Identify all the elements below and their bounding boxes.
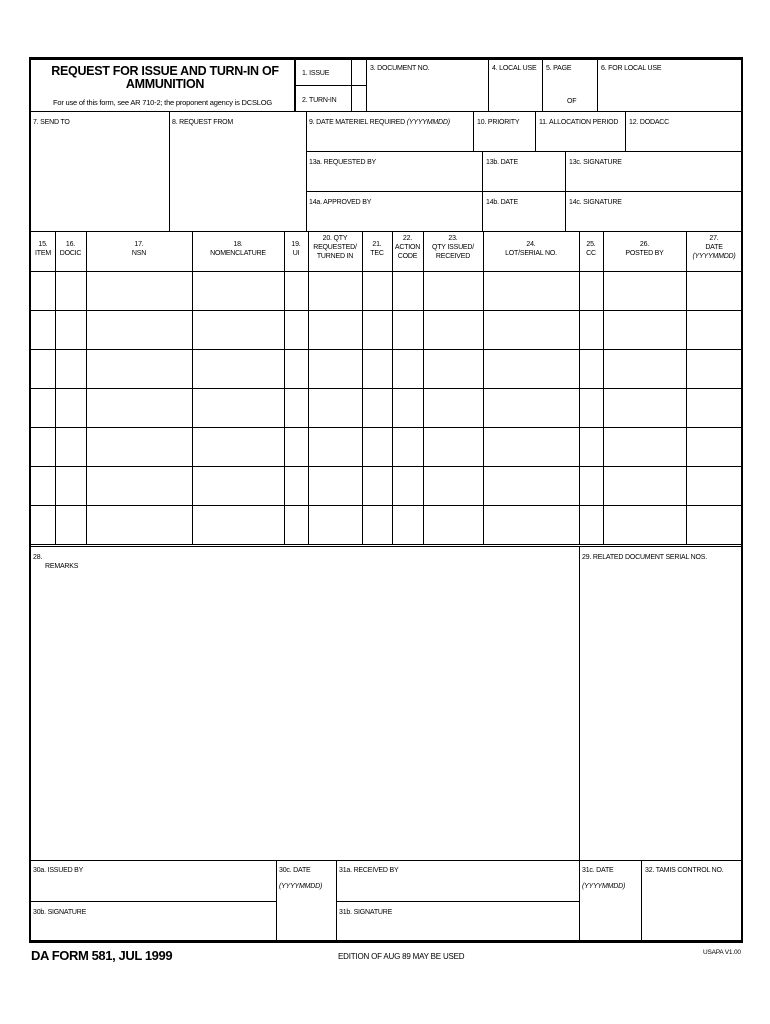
appr-date-label: 14b. DATE [486,199,518,206]
table-cell[interactable] [426,283,480,299]
table-cell[interactable] [426,322,480,338]
table-cell[interactable] [365,439,389,455]
hdr-docic [55,240,86,258]
hdr-docic-num: 16. [65,241,76,248]
table-column-rule [423,231,424,544]
sig30b-label: 30b. SIGNATURE [33,909,87,916]
issued-by-label: 30a. ISSUED BY [33,867,84,874]
table-cell[interactable] [486,439,576,455]
version-note: USAPA V1.00 [703,949,741,956]
priority-label: 10. PRIORITY [477,119,520,126]
table-cell[interactable] [426,478,480,494]
table-cell[interactable] [486,322,576,338]
remarks-num: 28. [33,554,43,561]
table-cell[interactable] [689,283,740,299]
hdr-qty-l3: TURNED IN [316,253,354,260]
table-cell[interactable] [287,439,305,455]
table-cell[interactable] [287,400,305,416]
received-date-label: 31c. DATE [582,867,614,874]
table-cell[interactable] [58,322,83,338]
table-cell[interactable] [89,439,189,455]
hdr-lot-text: LOT/SERIAL NO. [505,250,557,257]
table-cell[interactable] [32,283,52,299]
issue-check[interactable] [352,59,367,86]
table-cell[interactable] [606,439,683,455]
table-cell[interactable] [395,439,420,455]
table-column-rule [86,231,87,544]
table-cell[interactable] [689,478,740,494]
hdr-nomen [192,240,284,258]
turnin-label: 2. TURN-IN [302,97,337,104]
hdr-ui-text: UI [292,250,300,257]
table-rule [29,505,743,506]
table-cell[interactable] [287,361,305,377]
table-cell[interactable] [311,478,359,494]
received-by-label: 31a. RECEIVED BY [339,867,399,874]
table-cell[interactable] [395,478,420,494]
table-cell[interactable] [89,283,189,299]
hdr-qtyis-l2: RECEIVED [435,253,471,260]
hdr-posted [603,240,686,258]
issued-date-label: 30c. DATE [279,867,311,874]
hdr-action-l2: CODE [397,253,418,260]
hdr-nsn-text: NSN [131,250,147,257]
req-sig-label: 13c. SIGNATURE [569,159,622,166]
table-cell[interactable] [287,517,305,533]
date-materiel-format: (YYYYMMDD) [406,119,450,126]
table-cell[interactable] [606,283,683,299]
hdr-qty-l2: REQUESTED/ [313,244,357,251]
hdr-nsn [86,240,192,258]
table-cell[interactable] [58,517,83,533]
table-cell[interactable] [486,517,576,533]
hdr-item-text: ITEM [35,250,51,257]
table-cell[interactable] [426,439,480,455]
hdr-docic-text: DOCIC [59,250,82,257]
table-cell[interactable] [395,322,420,338]
table-cell[interactable] [606,517,683,533]
document-no-field[interactable] [370,80,485,104]
approved-by-label: 14a. APPROVED BY [309,199,372,206]
table-cell[interactable] [89,361,189,377]
table-cell[interactable] [486,400,576,416]
table-column-rule [686,231,687,544]
table-column-rule [308,231,309,544]
table-cell[interactable] [58,283,83,299]
table-cell[interactable] [89,322,189,338]
hdr-cc-num: 25. [586,241,596,248]
hdr-date-num: 27. [709,235,719,242]
table-cell[interactable] [32,439,52,455]
related-docs-label: 29. RELATED DOCUMENT SERIAL NOS. [582,554,707,561]
table-cell[interactable] [195,283,281,299]
issue-label: 1. ISSUE [302,70,330,77]
table-cell[interactable] [395,400,420,416]
issued-date-format: (YYYYMMDD) [279,883,323,890]
request-from-label: 8. REQUEST FROM [172,119,234,126]
page-label: 5. PAGE [546,65,572,72]
table-cell[interactable] [365,361,389,377]
table-cell[interactable] [582,439,600,455]
table-cell[interactable] [486,361,576,377]
table-cell[interactable] [287,478,305,494]
table-cell[interactable] [311,517,359,533]
appr-sig-label: 14c. SIGNATURE [569,199,622,206]
remarks-field[interactable] [45,575,575,855]
table-cell[interactable] [58,361,83,377]
hdr-tec-num: 21. [372,241,382,248]
table-cell[interactable] [89,400,189,416]
date-materiel-label [309,118,450,127]
table-cell[interactable] [32,361,52,377]
table-cell[interactable] [689,439,740,455]
table-cell[interactable] [311,439,359,455]
table-rule [29,388,743,389]
hdr-date-text: DATE [705,244,723,251]
hdr-qtyis-l1: QTY ISSUED/ [431,244,474,251]
edition-note: EDITION OF AUG 89 MAY BE USED [338,952,465,961]
table-cell[interactable] [486,478,576,494]
table-cell[interactable] [606,322,683,338]
table-cell[interactable] [426,517,480,533]
table-column-rule [603,231,604,544]
hdr-date-fmt: (YYYYMMDD) [692,253,736,260]
table-cell[interactable] [195,439,281,455]
hdr-qtyis-num: 23. [448,235,458,242]
table-cell[interactable] [486,283,576,299]
table-cell[interactable] [89,478,189,494]
hdr-ui-num: 19. [291,241,301,248]
hdr-nomen-num: 18. [233,241,243,248]
received-date-format: (YYYYMMDD) [582,883,626,890]
hdr-ui [284,240,308,258]
table-cell[interactable] [689,361,740,377]
table-cell[interactable] [311,400,359,416]
table-cell[interactable] [365,517,389,533]
table-rule [29,466,743,467]
allocation-label: 11. ALLOCATION PERIOD [539,119,619,126]
hdr-item [31,240,55,258]
table-cell[interactable] [195,322,281,338]
hdr-posted-num: 26. [639,241,650,248]
requested-by-label: 13a. REQUESTED BY [309,159,377,166]
hdr-tec [362,240,392,258]
table-cell[interactable] [582,478,600,494]
tamis-label: 32. TAMIS CONTROL NO. [645,867,724,874]
table-rule [29,349,743,350]
table-cell[interactable] [395,517,420,533]
remarks-label: REMARKS [45,563,79,570]
sig31b-label: 31b. SIGNATURE [339,909,393,916]
local-use-label: 4. LOCAL USE [492,65,537,72]
table-cell[interactable] [365,322,389,338]
table-column-rule [284,231,285,544]
table-cell[interactable] [58,478,83,494]
hdr-qty-issued [423,234,483,261]
table-cell[interactable] [311,283,359,299]
table-cell[interactable] [365,400,389,416]
table-cell[interactable] [606,478,683,494]
table-cell[interactable] [582,361,600,377]
table-cell[interactable] [32,517,52,533]
table-cell[interactable] [365,283,389,299]
table-cell[interactable] [32,400,52,416]
table-cell[interactable] [287,322,305,338]
table-cell[interactable] [426,361,480,377]
turnin-check[interactable] [352,85,367,112]
table-cell[interactable] [195,517,281,533]
table-column-rule [192,231,193,544]
page-of-label: OF [567,98,577,105]
table-column-rule [55,231,56,544]
table-cell[interactable] [287,283,305,299]
dodacc-label: 12. DODACC [629,119,670,126]
table-cell[interactable] [32,322,52,338]
hdr-action-num: 22. [402,235,413,242]
table-cell[interactable] [689,322,740,338]
hdr-nomen-text: NOMENCLATURE [210,250,266,257]
table-rule [29,310,743,311]
request-from-field[interactable] [172,130,302,226]
date-materiel-text: 9. DATE MATERIEL REQUIRED [309,119,405,126]
table-cell[interactable] [58,400,83,416]
req-date-label: 13b. DATE [486,159,518,166]
table-cell[interactable] [582,400,600,416]
table-cell[interactable] [606,361,683,377]
hdr-qty-num: 20. QTY [322,235,348,242]
table-cell[interactable] [426,400,480,416]
hdr-cc-text: CC [586,250,596,257]
hdr-nsn-num: 17. [134,241,144,248]
table-cell[interactable] [689,400,740,416]
table-cell[interactable] [195,361,281,377]
related-docs-field[interactable] [583,566,738,856]
table-column-rule [579,231,580,544]
table-cell[interactable] [32,478,52,494]
form-title-line2: AMMUNITION [125,77,205,91]
form-title-line1: REQUEST FOR ISSUE AND TURN-IN OF [51,64,279,78]
table-cell[interactable] [311,322,359,338]
table-rule [29,427,743,428]
hdr-lot-num: 24. [526,241,536,248]
send-to-field[interactable] [33,130,165,226]
hdr-lot [483,240,579,258]
hdr-tec-text: TEC [370,250,384,257]
table-cell[interactable] [606,400,683,416]
form-id: DA FORM 581, JUL 1999 [31,948,173,963]
hdr-action-l1: ACTION [394,244,421,251]
table-column-rule [362,231,363,544]
table-rule [29,231,743,232]
hdr-cc [579,240,603,258]
table-cell[interactable] [365,478,389,494]
table-cell[interactable] [311,361,359,377]
table-cell[interactable] [58,439,83,455]
hdr-action [392,234,423,261]
table-column-rule [392,231,393,544]
table-cell[interactable] [395,283,420,299]
form-subtitle: For use of this form, see AR 710-2; the proponent agency is DCSLOG [53,98,272,107]
hdr-qty [308,234,362,261]
table-cell[interactable] [582,283,600,299]
table-cell[interactable] [395,361,420,377]
table-cell[interactable] [689,517,740,533]
hdr-date [686,234,742,261]
table-cell[interactable] [582,517,600,533]
hdr-posted-text: POSTED BY [625,250,664,257]
table-cell[interactable] [582,322,600,338]
table-cell[interactable] [195,478,281,494]
table-cell[interactable] [195,400,281,416]
table-column-rule [483,231,484,544]
table-rule [29,544,743,545]
for-local-use-label: 6. FOR LOCAL USE [601,65,662,72]
table-rule [29,271,743,272]
table-cell[interactable] [89,517,189,533]
document-no-label: 3. DOCUMENT NO. [370,65,430,72]
send-to-label: 7. SEND TO [33,119,70,126]
hdr-item-num: 15. [38,241,48,248]
